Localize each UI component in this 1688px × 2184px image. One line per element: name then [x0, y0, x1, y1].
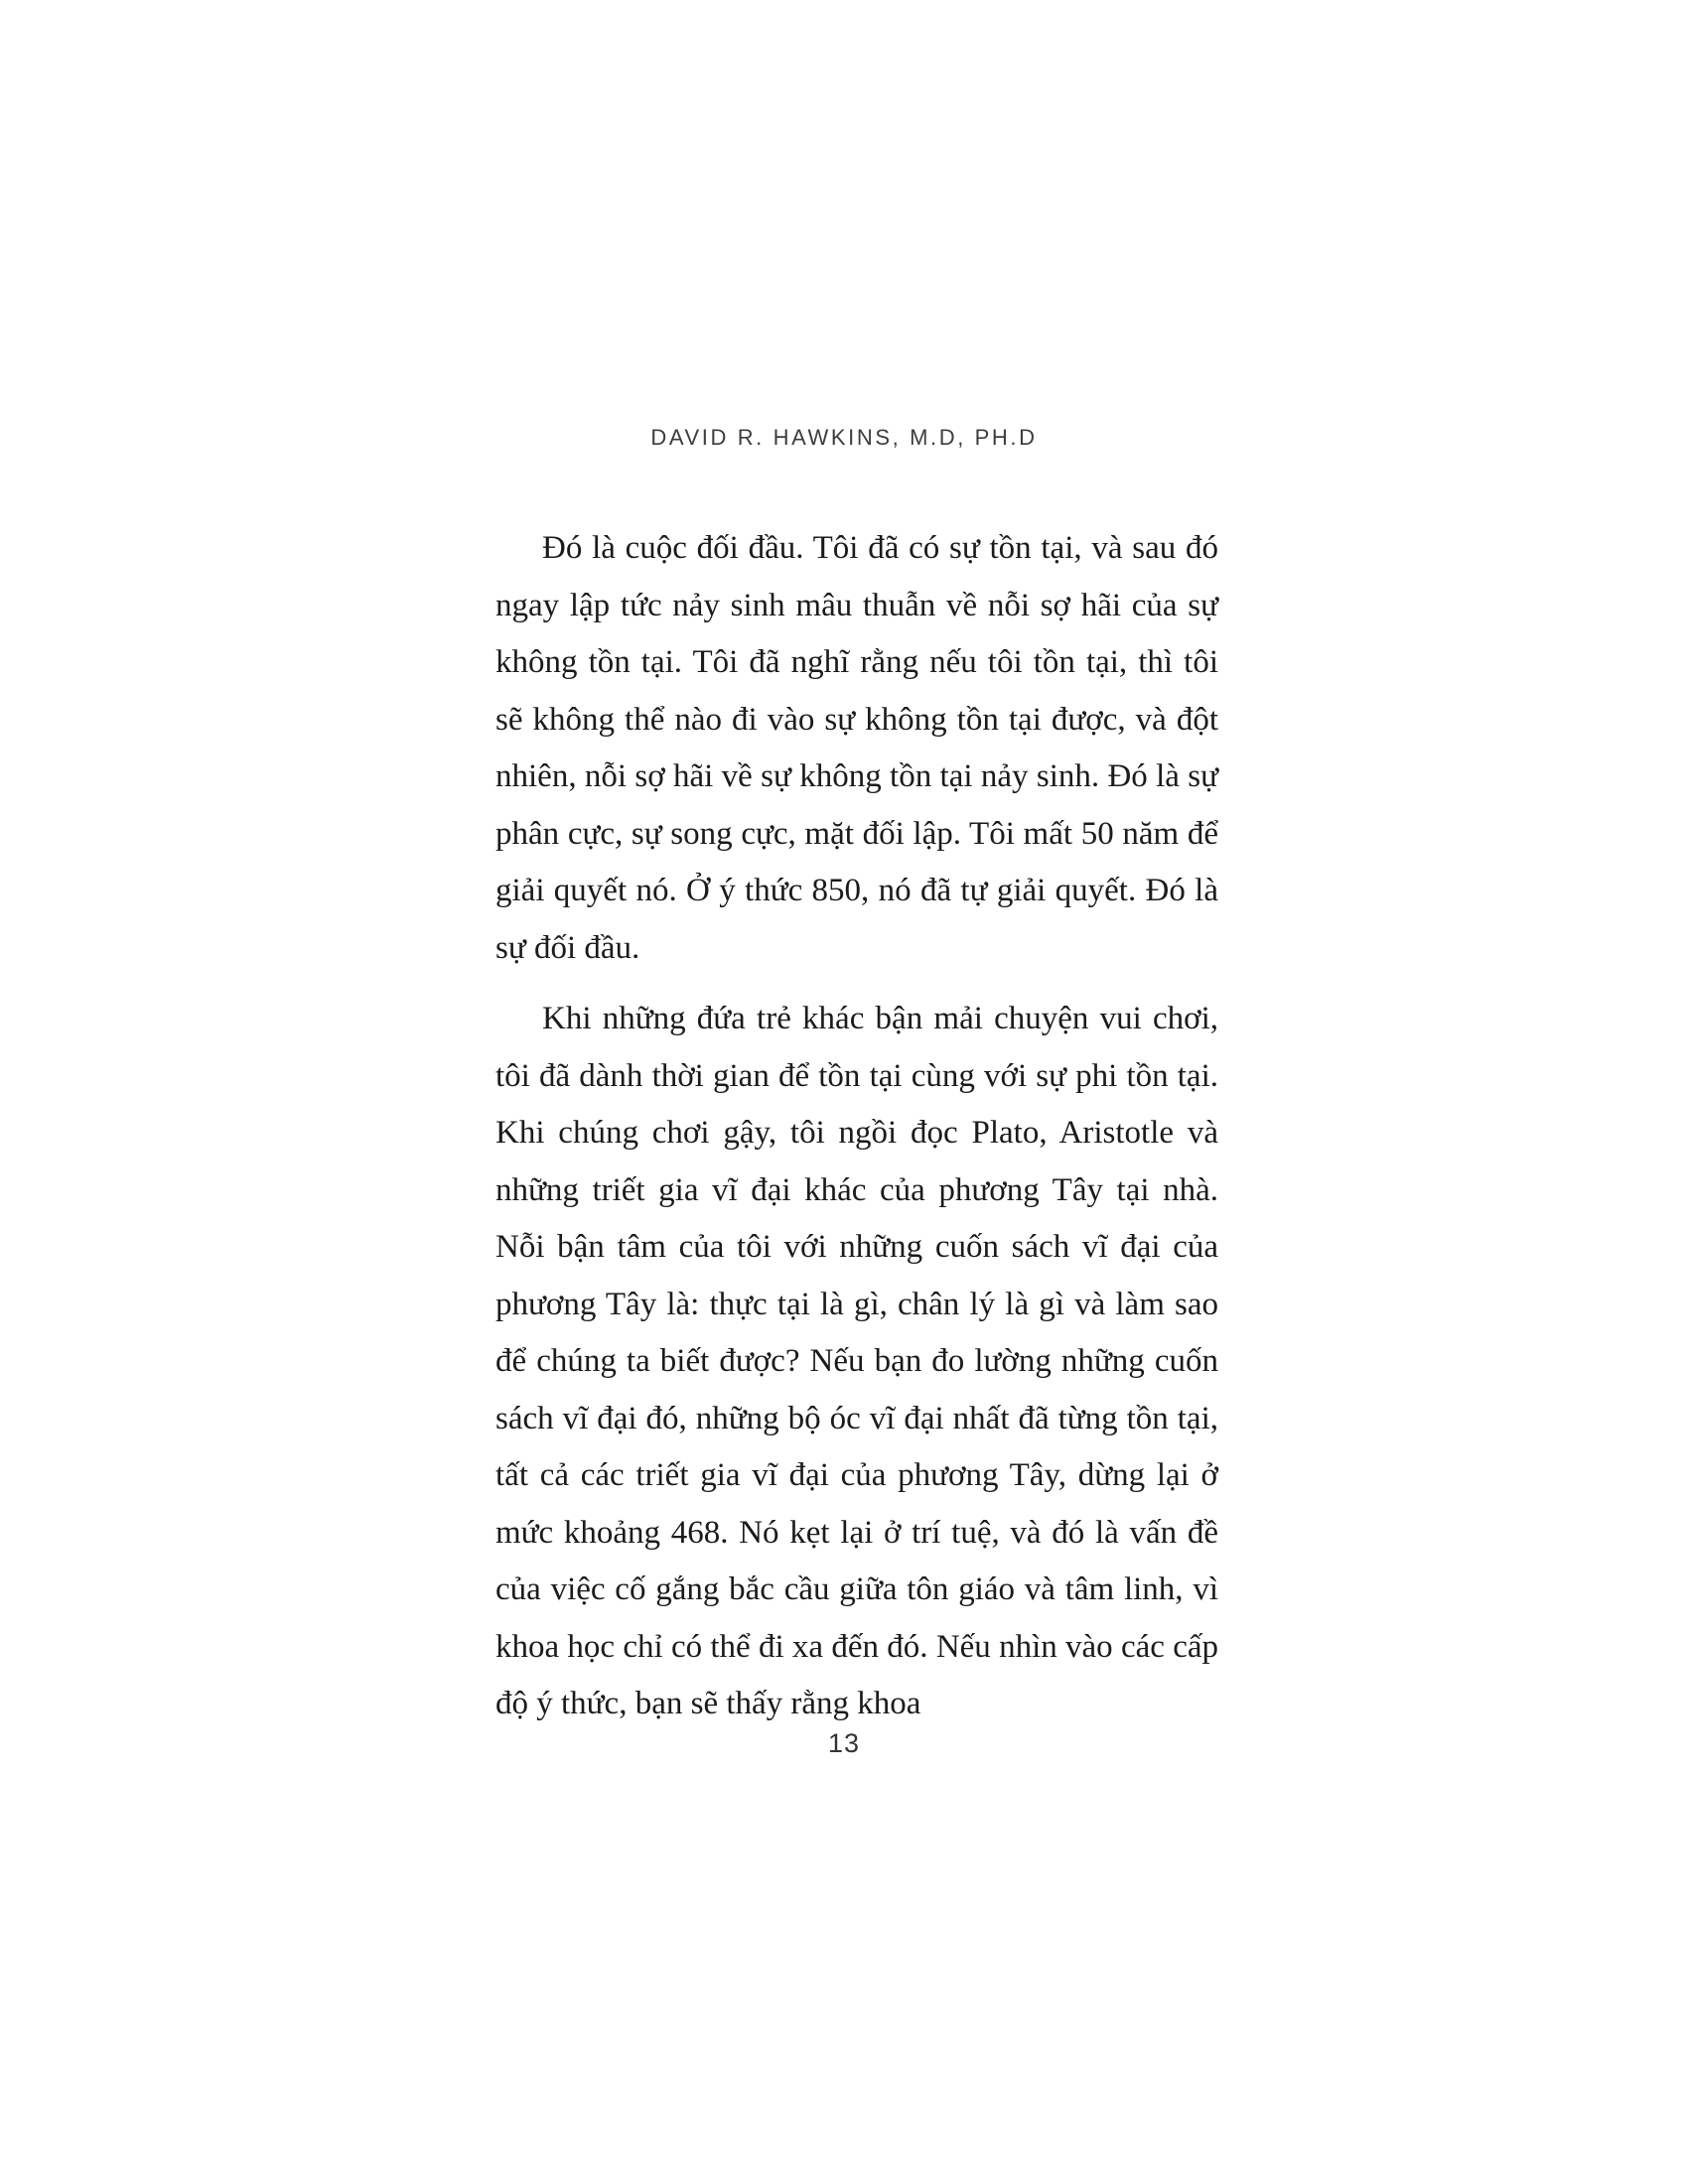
page-number: 13 [827, 1728, 861, 1758]
body-paragraph: Đó là cuộc đối đầu. Tôi đã có sự tồn tại, và sau đó ngay lập tức nảy sinh mâu thuẫn về nỗi sợ hãi của sự không tồn tại. Tôi đã nghĩ rằng nếu tôi tồn tại, thì tôi sẽ không thể nào đi vào sự không tồn tại được, và đột nhiên, nỗi sợ hãi về sự không tồn tại nảy sinh. Đó là sự phân cực, sự song cực, mặt đối lập. Tôi mất 50 năm để giải quyết nó. Ở ý thức 850, nó đã tự giải quyết. Đó là sự đối đầu. [495, 530, 1218, 966]
body-text-block [495, 520, 1218, 1733]
body-paragraph: Khi những đứa trẻ khác bận mải chuyện vui chơi, tôi đã dành thời gian để tồn tại cùng với sự phi tồn tại. Khi chúng chơi gậy, tôi ngồi đọc Plato, Aristotle và những triết gia vĩ đại khác của phương Tây tại nhà. Nỗi bận tâm của tôi với những cuốn sách vĩ đại của phương Tây là: thực tại là gì, chân lý là gì và làm sao để chúng ta biết được? Nếu bạn đo lường những cuốn sách vĩ đại đó, những bộ óc vĩ đại nhất đã từng tồn tại, tất cả các triết gia vĩ đại của phương Tây, dừng lại ở mức khoảng 468. Nó kẹt lại ở trí tuệ, và đó là vấn đề của việc cố gắng bắc cầu giữa tôn giáo và tâm linh, vì khoa học chỉ có thể đi xa đến đó. Nếu nhìn vào các cấp độ ý thức, bạn sẽ thấy rằng khoa [495, 1001, 1218, 1721]
running-head: DAVID R. HAWKINS, M.D, PH.D [650, 425, 1038, 450]
